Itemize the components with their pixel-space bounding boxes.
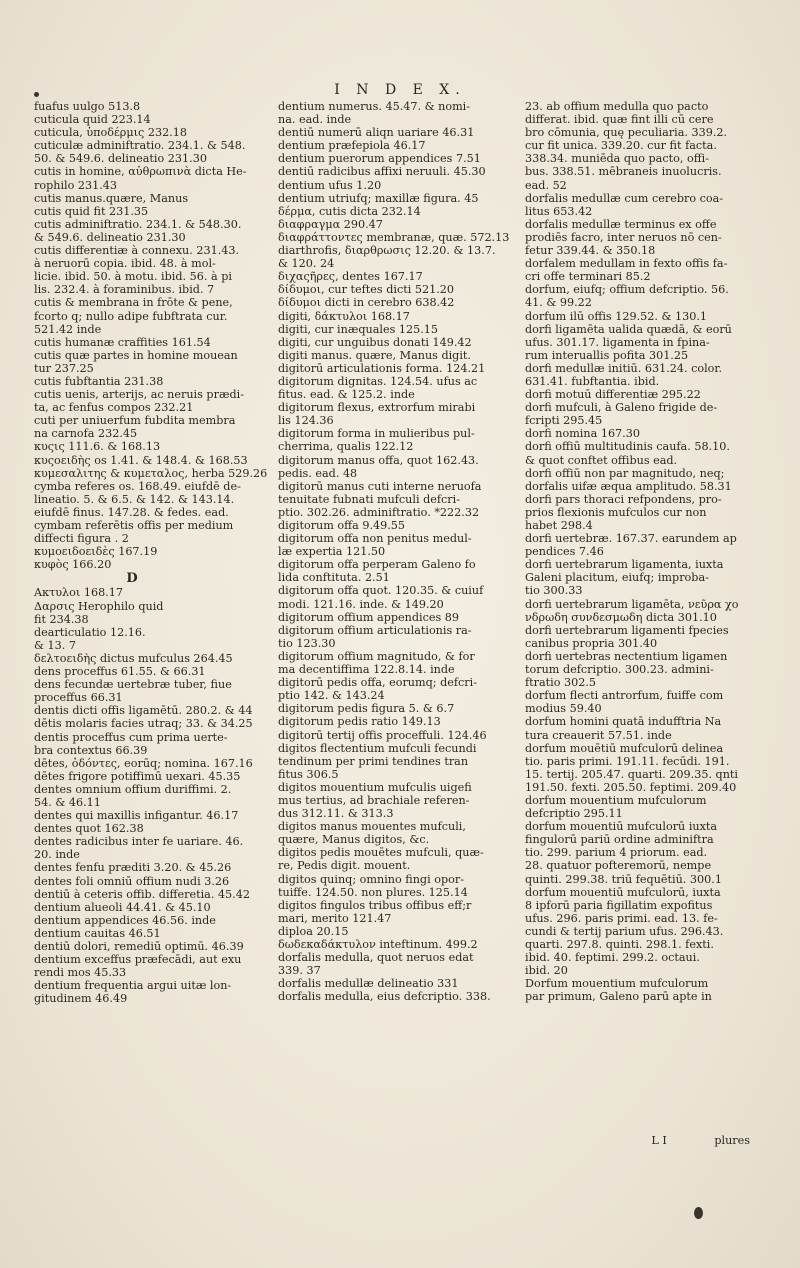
index-entry: cutis quæ partes in homine mouean: [34, 348, 238, 362]
index-entry: ibid. 20: [525, 964, 568, 978]
index-entry: cuticula quid 223.14: [34, 113, 151, 127]
index-entry: quære, Manus digitos, &c.: [278, 833, 430, 847]
index-entry: dentium appendices 46.56. inde: [34, 913, 216, 927]
index-entry: lis 124.36: [278, 414, 334, 428]
index-entry: diffecti figura . 2: [34, 532, 129, 546]
index-entry: fitus. ead. & 125.2. inde: [278, 388, 415, 402]
index-entry: 521.42 inde: [34, 322, 102, 336]
index-entry: dorfi uertebrarum ligamēta, νεῦρα χο: [525, 597, 739, 611]
index-entry: rophilo 231.43: [34, 178, 118, 192]
index-entry: tio 300.33: [525, 584, 583, 598]
index-entry: quarti. 297.8. quinti. 298.1. fexti.: [525, 938, 714, 951]
index-entry: mus tertius, ad brachiale referen-: [278, 793, 470, 807]
index-entry: tio 123.30: [278, 636, 336, 650]
index-entry: dorfum mouentiū mufculorū iuxta: [525, 820, 718, 834]
ink-blot-mark: [694, 1207, 703, 1219]
index-entry: digiti manus. quære, Manus digit.: [278, 348, 471, 362]
index-entry: canibus propria 301.40: [525, 636, 658, 650]
index-entry: dus 312.11. & 313.3: [278, 807, 394, 821]
index-entry: cutis & membrana in frōte & pene,: [34, 296, 233, 310]
index-entry: fit 234.38: [34, 612, 89, 626]
index-entry: digiti, cur inæquales 125.15: [278, 322, 439, 336]
index-entry: cuticulæ adminiftratio. 234.1. & 548.: [34, 139, 246, 153]
index-entry: dentes omnium offium duriffimi. 2.: [34, 782, 232, 796]
index-entry: tur 237.25: [34, 361, 94, 375]
index-entry: 28. quatuor pofteremorū, nempe: [525, 859, 712, 873]
catchword: plures: [714, 1134, 750, 1147]
index-entry: gitudinem 46.49: [34, 992, 128, 1006]
index-entry: prios flexionis mufculos cur non: [525, 505, 707, 519]
index-entry: proceffus 66.31: [34, 691, 123, 705]
index-entry: modi. 121.16. inde. & 149.20: [278, 597, 444, 611]
index-entry: licie. ibid. 50. à motu. ibid. 56. à pi: [34, 270, 232, 284]
index-entry: defcriptio 295.11: [525, 807, 623, 821]
index-entry: dentium cauitas 46.51: [34, 926, 161, 940]
index-entry: fcorto q; nullo adipe fubftrata cur.: [34, 309, 228, 323]
index-entry: & quot conftet offibus ead.: [525, 453, 678, 467]
index-entry: digitorum offa non penitus medul-: [278, 532, 472, 546]
index-entry: δέρμα, cutis dicta 232.14: [278, 204, 421, 218]
index-entry: dorfum ilū offis 129.52. & 130.1: [525, 309, 708, 323]
index-entry: digitorū tertij offis proceffuli. 124.46: [278, 728, 487, 742]
index-entry: digitorum offa perperam Galeno fo: [278, 558, 476, 572]
index-entry: cuticula, ὑποδέρμις 232.18: [34, 126, 187, 140]
index-entry: cymbam referētis offis per medium: [34, 519, 234, 532]
index-entry: dentes quot 162.38: [34, 822, 144, 836]
index-entry: 50. & 549.6. delineatio 231.30: [34, 152, 207, 166]
index-entry: digitorum pedis figura 5. & 6.7: [278, 702, 455, 716]
index-entry: dentium alueoli 44.41. & 45.10: [34, 900, 211, 914]
index-entry: dentes radicibus inter fe uariare. 46.: [34, 835, 244, 849]
index-entry: cundi & tertij parium ufus. 296.43.: [525, 924, 724, 938]
index-entry: δίδυμοι, cur teftes dicti 521.20: [278, 283, 454, 297]
index-entry: 41. & 99.22: [525, 296, 592, 310]
index-entry: dentes qui maxillis infigantur. 46.17: [34, 809, 239, 823]
index-entry: mari, merito 121.47: [278, 911, 392, 925]
index-entry: ftratio 302.5: [525, 676, 597, 690]
index-entry: δωδεκαδάκτυλον inteftinum. 499.2: [278, 938, 478, 951]
index-entry: διαφράττοντες membranæ, quæ. 572.13: [278, 230, 510, 244]
index-entry: tendinum per primi tendines tran: [278, 754, 469, 768]
index-entry: tuiffe. 124.50. non plures. 125.14: [278, 885, 468, 899]
index-entry: dorfum homini quatā indufftria Na: [525, 715, 722, 729]
index-entry: dearticulatio 12.16.: [34, 625, 146, 639]
index-entry: κυμεσαλιτης & κυμεταλος, herba 529.26: [34, 466, 268, 480]
page-footer: [525, 1134, 750, 1147]
index-entry: διαφραγμα 290.47: [278, 217, 383, 231]
index-entry: 54. & 46.11: [34, 795, 101, 809]
index-entry: cutis humanæ craffities 161.54: [34, 335, 211, 349]
index-entry: 338.34. muniēda quo pacto, offi-: [525, 152, 710, 166]
index-entry: fuafus uulgo 513.8: [34, 100, 141, 113]
index-entry: & 120. 24: [278, 257, 335, 271]
index-entry: digitorum offium magnitudo, & for: [278, 649, 475, 663]
index-entry: ufus. 301.17. ligamenta in fpina-: [525, 335, 710, 349]
index-entry: prodiēs facro, inter neruos nō cen-: [525, 230, 722, 244]
index-entry: bra contextus 66.39: [34, 743, 148, 757]
index-entry: dorfalis uifæ æqua amplitudo. 58.31: [525, 479, 732, 493]
index-entry: dentis dicti offis ligamētū. 280.2. & 44: [34, 704, 253, 718]
index-entry: dentium utriufq; maxillæ figura. 45: [278, 191, 479, 205]
index-entry: fetur 339.44. & 350.18: [525, 244, 656, 258]
index-entry: Δαρσις Herophilo quid: [34, 599, 164, 613]
index-entry: digitos flectentium mufculi fecundi: [278, 741, 477, 755]
index-entry: 191.50. fexti. 205.50. feptimi. 209.40: [525, 780, 737, 794]
index-entry: cutis differentiæ à connexu. 231.43.: [34, 244, 240, 258]
index-entry: cutis adminiftratio. 234.1. & 548.30.: [34, 217, 242, 231]
index-entry: cur fit unica. 339.20. cur fit facta.: [525, 139, 717, 153]
index-entry: dorfalis medulla, eius defcriptio. 338.: [278, 990, 491, 1004]
index-entry: cymba referes os. 168.49. eiufdē de-: [34, 479, 241, 493]
index-entry: digiti, δάκτυλοι 168.17: [278, 309, 410, 323]
index-entry: dorfalis medullæ terminus ex offe: [525, 217, 717, 231]
index-entry: dorfi offiū multitudinis caufa. 58.10.: [525, 440, 730, 454]
index-entry: δελτοειδὴς dictus mufculus 264.45: [34, 651, 233, 665]
index-entry: litus 653.42: [525, 204, 593, 218]
index-entry: dentiū à ceteris offib. differetia. 45.42: [34, 887, 250, 901]
index-entry: dentiū radicibus affixi neruuli. 45.30: [278, 165, 486, 179]
index-entry: cutis fubftantia 231.38: [34, 374, 164, 388]
index-entry: digitorum offa 9.49.55: [278, 519, 406, 532]
index-entry: digitorū articulationis forma. 124.21: [278, 361, 486, 375]
running-header: I N D E X.: [334, 82, 466, 98]
index-entry: dentium exceffus præfecādi, aut exu: [34, 953, 242, 967]
index-entry: læ expertia 121.50: [278, 545, 386, 559]
index-entry: cutis uenis, arterijs, ac neruis prædi-: [34, 388, 244, 402]
index-entry: re, Pedis digit. mouent.: [278, 859, 411, 873]
index-entry: dentes fenfu præditi 3.20. & 45.26: [34, 861, 232, 875]
index-entry: ma decentiffima 122.8.14. inde: [278, 663, 455, 677]
index-entry: diarthrofis, διαρθρωσις 12.20. & 13.7.: [278, 244, 496, 258]
index-entry: lis. 232.4. à foraminibus. ibid. 7: [34, 283, 215, 297]
index-entry: digitorū pedis offa, eorumq; defcri-: [278, 676, 478, 690]
index-entry: dentiū dolori, remediū optimū. 46.39: [34, 940, 244, 953]
index-entry: tura creauerit 57.51. inde: [525, 728, 672, 742]
index-entry: quinti. 299.38. triū fequētiū. 300.1: [525, 872, 722, 886]
index-entry: modius 59.40: [525, 702, 602, 716]
index-entry: fingulorū pariū ordine adminiftra: [525, 833, 714, 847]
index-entry: cuti per uniuerfum fubdita membra: [34, 414, 236, 428]
index-entry: 339. 37: [278, 964, 321, 978]
index-entry: dentium numerus. 45.47. & nomi-: [278, 100, 471, 113]
index-entry: habet 298.4: [525, 519, 593, 532]
index-entry: Ακτυλοι 168.17: [34, 586, 123, 600]
index-entry: torum defcriptio. 300.23. admini-: [525, 663, 714, 677]
index-entry: dentium ufus 1.20: [278, 178, 382, 192]
index-entry: ptio 142. & 143.24: [278, 689, 385, 703]
index-entry: differat. ibid. quæ fint illi cū cere: [525, 113, 714, 127]
index-entry: 631.41. fubftantia. ibid.: [525, 374, 660, 388]
index-entry: Galeni placitum, eiufq; improba-: [525, 571, 709, 585]
index-entry: lineatio. 5. & 6.5. & 142. & 143.14.: [34, 492, 235, 506]
index-column-right: [525, 100, 750, 1003]
section-letter: D: [126, 571, 138, 587]
index-entry: dorfalem medullam in fexto offis fa-: [525, 257, 728, 271]
index-entry: dorfalis medulla, quot neruos edat: [278, 951, 474, 965]
index-entry: δίδυμοι dicti in cerebro 638.42: [278, 296, 455, 310]
index-entry: Dorfum mouentium mufculorum: [525, 977, 709, 991]
index-entry: κυςοειδὴς os 1.41. & 148.4. & 168.53: [34, 453, 248, 467]
index-entry: cherrima, qualis 122.12: [278, 440, 414, 454]
ink-dot-mark: [34, 92, 39, 97]
index-entry: digitorum manus offa, quot 162.43.: [278, 453, 479, 467]
index-entry: dorfum mouentiū mufculorū, iuxta: [525, 885, 721, 899]
index-entry: eiufdē finus. 147.28. & fedes. ead.: [34, 505, 229, 519]
index-entry: lida conftituta. 2.51: [278, 571, 390, 585]
index-entry: dorfi pars thoraci refpondens, pro-: [525, 492, 722, 506]
index-entry: na. ead. inde: [278, 113, 352, 127]
index-entry: dentis proceffus cum prima uerte-: [34, 730, 228, 744]
index-entry: dorfum flecti antrorfum, fuiffe com: [525, 689, 724, 703]
signature-mark: L I: [651, 1134, 667, 1147]
index-entry: dorfi ligamēta ualida quædā, & eorū: [525, 322, 732, 336]
index-entry: dorfi motuū differentiæ 295.22: [525, 388, 701, 402]
index-entry: 8 ipforū paria figillatim expofitus: [525, 898, 713, 912]
index-entry: dens fecundæ uertebræ tuber, fiue: [34, 678, 232, 692]
index-entry: ta, ac fenfus compos 232.21: [34, 401, 194, 415]
index-column-left: [34, 100, 268, 1006]
index-entry: digitos fingulos tribus offibus eff;r: [278, 898, 472, 912]
index-entry: dentiū numerū aliqn uariare 46.31: [278, 126, 475, 140]
index-entry: bus. 338.51. mēbraneis inuolucris.: [525, 165, 722, 179]
index-entry: cutis quid fit 231.35: [34, 204, 149, 218]
index-entry: digitos manus mouentes mufculi,: [278, 820, 466, 834]
index-entry: digitorum offium appendices 89: [278, 610, 460, 624]
index-entry: na carnofa 232.45: [34, 427, 138, 441]
index-entry: dentium frequentia argui uitæ lon-: [34, 979, 232, 993]
index-entry: dorfi medullæ initiū. 631.24. color.: [525, 361, 723, 375]
index-entry: dorfalis medullæ delineatio 331: [278, 977, 459, 991]
index-entry: dorfi mufculi, à Galeno frigide de-: [525, 401, 718, 415]
index-entry: ufus. 296. paris primi. ead. 13. fe-: [525, 911, 718, 925]
index-entry: dētes, ὀδόντες, eorūq; nomina. 167.16: [34, 756, 253, 770]
index-entry: bro cōmunia, quę peculiaria. 339.2.: [525, 126, 728, 140]
index-entry: digitos mouentium mufculis uigefi: [278, 780, 472, 794]
index-entry: 23. ab offium medulla quo pacto: [525, 100, 709, 113]
index-entry: digitos pedis mouētes mufculi, quæ-: [278, 846, 484, 860]
index-entry: & 549.6. delineatio 231.30: [34, 230, 186, 244]
index-entry: digitorum offium articulationis ra-: [278, 623, 472, 637]
index-column-middle: [278, 100, 510, 1004]
index-entry: tio. paris primi. 191.11. fecūdi. 191.: [525, 754, 730, 768]
index-entry: tenuitate fubnati mufculi defcri-: [278, 492, 460, 506]
index-entry: dorfum mouentium mufculorum: [525, 793, 707, 807]
index-entry: cutis manus.quære, Manus: [34, 191, 189, 205]
index-entry: ptio. 302.26. adminiftratio. *222.32: [278, 505, 480, 519]
index-entry: tio. 299. parium 4 priorum. ead.: [525, 846, 708, 860]
index-entry: dētes frigore potiffimū uexari. 45.35: [34, 769, 241, 783]
index-entry: διχαςῆρες, dentes 167.17: [278, 270, 423, 284]
index-entry: digitorum forma in mulieribus pul-: [278, 427, 475, 441]
index-entry: pedis. ead. 48: [278, 466, 358, 480]
index-entry: dorfum mouētiū mufculorū delinea: [525, 741, 724, 755]
index-entry: 15. tertij. 205.47. quarti. 209.35. qnti: [525, 767, 738, 781]
index-entry: & 13. 7: [34, 638, 76, 652]
index-entry: digitorum dignitas. 124.54. ufus ac: [278, 374, 478, 388]
index-entry: dorfi uertebrarum ligamenti fpecies: [525, 623, 729, 637]
index-entry: ibid. 40. feptimi. 299.2. octaui.: [525, 951, 700, 965]
index-entry: dentium puerorum appendices 7.51: [278, 152, 481, 166]
index-entry: ead. 52: [525, 178, 567, 192]
index-entry: digitorū manus cuti interne neruofa: [278, 479, 482, 493]
index-entry: dorfi nomina 167.30: [525, 427, 640, 441]
index-entry: κυφὸς 166.20: [34, 558, 112, 572]
index-entry: dorfi uertebrarum ligamenta, iuxta: [525, 558, 724, 572]
index-entry: dentes foli omniū offium nudi 3.26: [34, 874, 230, 888]
index-entry: diploa 20.15: [278, 924, 349, 938]
index-entry: à neruorū copia. ibid. 48. à mol-: [34, 257, 216, 271]
index-entry: κυςις 111.6. & 168.13: [34, 440, 161, 454]
index-entry: cri offe terminari 85.2: [525, 270, 651, 284]
index-entry: dens proceffus 61.55. & 66.31: [34, 665, 206, 679]
index-entry: cutis in homine, αὐθρωπινὰ dicta He-: [34, 165, 247, 179]
index-entry: digitos quinq; omnino fingi opor-: [278, 872, 464, 886]
index-entry: digiti, cur unguibus donati 149.42: [278, 335, 472, 349]
index-entry: digitorum pedis ratio 149.13: [278, 715, 441, 729]
index-entry: dētis molaris facies utraq; 33. & 34.25: [34, 717, 253, 731]
index-entry: dorfi uertebræ. 167.37. earundem ap: [525, 532, 737, 546]
index-entry: digitorum offa quot. 120.35. & cuiuf: [278, 584, 484, 598]
index-entry: νδρωδη συνδεσμωδη dicta 301.10: [525, 610, 717, 624]
index-entry: fcripti 295.45: [525, 414, 603, 428]
index-entry: pendices 7.46: [525, 545, 604, 559]
index-entry: dorfalis medullæ cum cerebro coa-: [525, 191, 724, 205]
index-entry: 20. inde: [34, 848, 80, 862]
index-entry: dorfi uertebras nectentium ligamen: [525, 649, 728, 663]
index-entry: dorfi offiū non par magnitudo, neq;: [525, 466, 725, 480]
index-entry: digitorum flexus, extrorfum mirabi: [278, 401, 476, 415]
index-entry: dorfum, eiufq; offium defcriptio. 56.: [525, 283, 729, 297]
index-entry: rendi mos 45.33: [34, 966, 127, 980]
index-entry: dentium præfepiola 46.17: [278, 139, 426, 153]
index-entry: κυμοειδοειδὲς 167.19: [34, 545, 158, 559]
index-entry: rum interuallis pofita 301.25: [525, 348, 689, 362]
index-entry: fitus 306.5: [278, 767, 339, 781]
index-entry: par primum, Galeno parū apte in: [525, 990, 712, 1004]
